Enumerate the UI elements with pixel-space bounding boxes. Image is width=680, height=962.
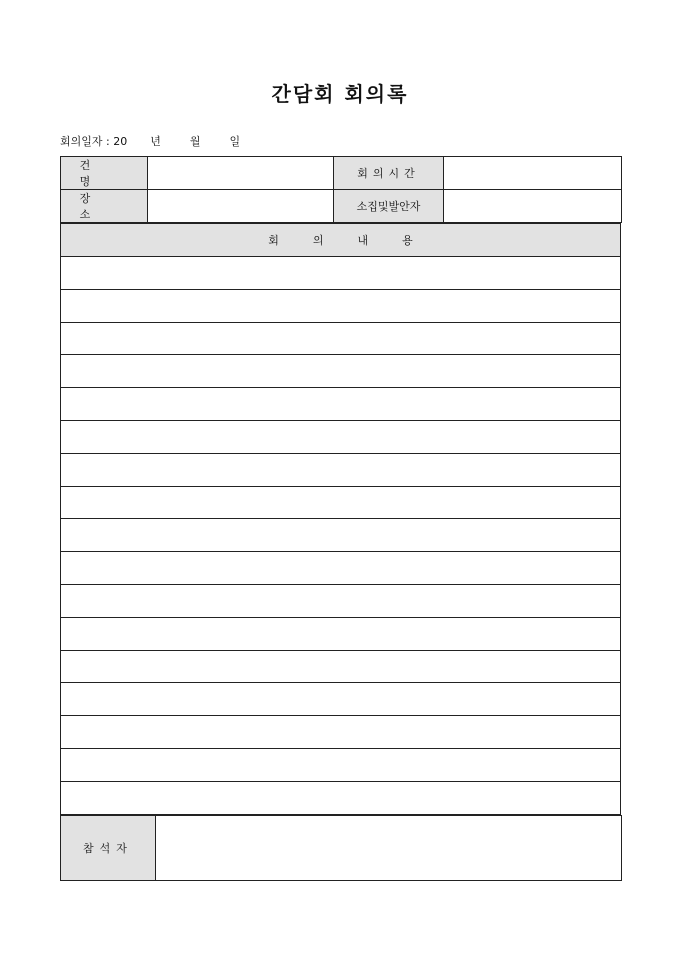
content-table [60, 223, 621, 815]
content-line[interactable] [61, 453, 621, 486]
meeting-date-line [60, 133, 240, 149]
content-line[interactable] [61, 420, 621, 453]
meeting-content-rows [61, 257, 621, 815]
meeting-date-year-unit: 년 [150, 135, 161, 148]
content-line[interactable] [61, 289, 621, 322]
content-line[interactable] [61, 519, 621, 552]
content-line[interactable] [61, 683, 621, 716]
content-line[interactable] [61, 584, 621, 617]
content-line[interactable] [61, 388, 621, 421]
location-label: 장 소 [61, 190, 148, 223]
meeting-date-month-unit: 월 [189, 135, 201, 148]
convener-label: 소집및발안자 [334, 190, 444, 223]
content-line[interactable] [61, 257, 621, 290]
content-line[interactable] [61, 552, 621, 585]
attendees-field[interactable] [156, 815, 622, 880]
meeting-date-label: 회의일자 : 20 [60, 135, 128, 148]
attendees-label: 참석자 [61, 815, 156, 880]
minutes-form [60, 156, 621, 881]
content-line[interactable] [61, 617, 621, 650]
attendees-table [60, 815, 622, 881]
document-title: 간담회 회의록 [271, 82, 409, 106]
content-line[interactable] [61, 322, 621, 355]
content-line[interactable] [61, 716, 621, 749]
subject-field[interactable] [148, 157, 334, 190]
content-line[interactable] [61, 650, 621, 683]
meeting-time-label: 회의시간 [334, 157, 444, 190]
convener-field[interactable] [444, 190, 622, 223]
content-line[interactable] [61, 486, 621, 519]
content-line[interactable] [61, 748, 621, 781]
meeting-time-field[interactable] [444, 157, 622, 190]
content-line[interactable] [61, 355, 621, 388]
content-line[interactable] [61, 781, 621, 814]
meeting-date-day-unit: 일 [229, 135, 241, 148]
header-table [60, 156, 622, 223]
location-field[interactable] [148, 190, 334, 223]
meeting-content-header: 회의내용 [61, 224, 621, 257]
subject-label: 건 명 [61, 157, 148, 190]
